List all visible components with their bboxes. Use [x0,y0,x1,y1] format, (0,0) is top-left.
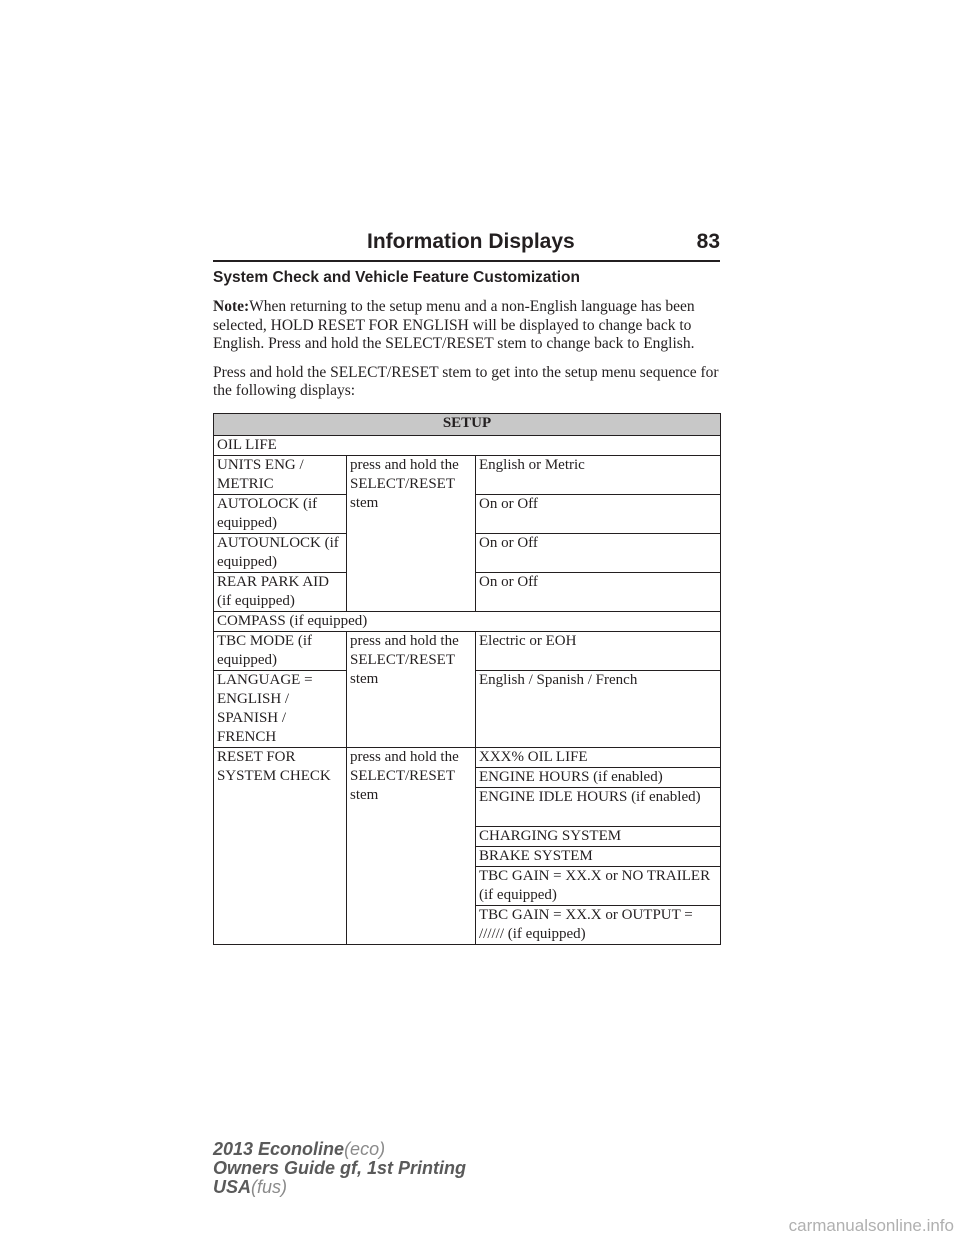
table-row [214,435,721,455]
page-title: Information Displays [367,230,575,253]
table-cell: English / Spanish / French [476,670,721,747]
table-cell: TBC GAIN = XX.X or OUTPUT = ////// (if equipped) [476,905,721,944]
table-cell: TBC MODE (if equipped) [214,631,347,670]
watermark-text: carmanualsonline.info [788,1216,954,1235]
action-cell: press and hold the SELECT/RESET stem [347,631,476,747]
table-cell: UNITS ENG / METRIC [214,455,347,494]
table-cell: ENGINE IDLE HOURS (if enabled) [476,787,721,826]
table-cell: On or Off [476,533,721,572]
page-content [213,268,720,945]
action-cell: press and hold the SELECT/RESET stem [347,455,476,611]
table-cell: AUTOUNLOCK (if equipped) [214,533,347,572]
table-cell: REAR PARK AID (if equipped) [214,572,347,611]
setup-table [213,413,721,945]
note-paragraph [213,298,720,354]
table-cell: On or Off [476,494,721,533]
table-cell: Electric or EOH [476,631,721,670]
table-row [214,747,721,767]
table-cell: AUTOLOCK (if equipped) [214,494,347,533]
intro-paragraph: Press and hold the SELECT/RESET stem to get into the setup menu sequence for the following displays: [213,363,719,399]
table-row [214,611,721,631]
footer-guide: Owners Guide gf, 1st Printing [213,1158,467,1178]
table-cell: BRAKE SYSTEM [476,846,721,866]
table-cell: CHARGING SYSTEM [476,826,721,846]
footer-market-line [213,1178,466,1197]
footer-market: USA [213,1177,252,1197]
note-label: Note: [213,298,250,315]
footer-market-code: (fus) [251,1177,288,1197]
table-heading: SETUP [214,413,721,435]
page-number: 83 [696,230,720,253]
footer-model: 2013 Econoline [213,1139,345,1159]
table-cell: ENGINE HOURS (if enabled) [476,767,721,787]
table-cell: LANGUAGE = ENGLISH / SPANISH / FRENCH [214,670,347,747]
table-cell: OIL LIFE [214,435,721,455]
table-row [214,631,721,670]
table-cell: English or Metric [476,455,721,494]
footer-model-code: (eco) [344,1139,386,1159]
table-cell: TBC GAIN = XX.X or NO TRAILER (if equipped) [476,866,721,905]
section-heading: System Check and Vehicle Feature Customization [213,269,580,286]
table-row [214,455,721,494]
note-text: When returning to the setup menu and a non-English language has been selected, HOLD RESET FOR ENGLISH will be displayed to change back to English. Press and hold the SELECT/RESET stem to change back to English. [213,298,695,352]
table-cell: XXX% OIL LIFE [476,747,721,767]
page-footer [213,1140,466,1197]
table-cell: RESET FOR SYSTEM CHECK [214,747,347,944]
footer-model-line [213,1140,466,1159]
page-header [213,230,720,262]
footer-guide-line [213,1159,466,1178]
action-cell: press and hold the SELECT/RESET stem [347,747,476,944]
table-header-row [214,413,721,435]
table-cell: COMPASS (if equipped) [214,611,721,631]
table-cell: On or Off [476,572,721,611]
